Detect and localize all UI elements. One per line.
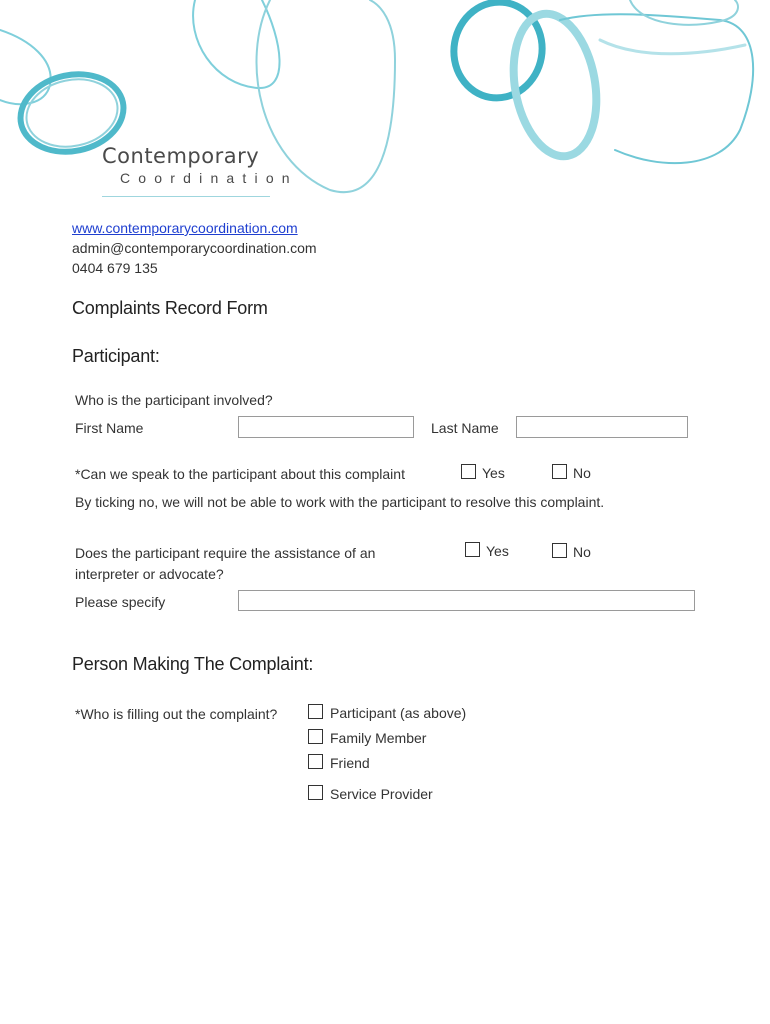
first-name-field[interactable] (238, 416, 414, 438)
speak-no-checkbox[interactable] (552, 464, 567, 479)
speak-yes-label: Yes (482, 465, 505, 481)
phone-text: 0404 679 135 (72, 260, 158, 276)
who-filling-label: *Who is filling out the complaint? (75, 706, 278, 722)
contact-block (72, 218, 317, 278)
first-name-label: First Name (75, 420, 144, 436)
option-provider-label: Service Provider (330, 786, 433, 802)
option-family-checkbox[interactable] (308, 729, 323, 744)
speak-no-label: No (573, 465, 591, 481)
interpreter-no-checkbox[interactable] (552, 543, 567, 558)
specify-field[interactable] (238, 590, 695, 611)
speak-yes-checkbox[interactable] (461, 464, 476, 479)
email-text: admin@contemporarycoordination.com (72, 240, 317, 256)
option-provider-checkbox[interactable] (308, 785, 323, 800)
interpreter-yes-label: Yes (486, 543, 509, 559)
specify-label: Please specify (75, 594, 166, 610)
person-heading: Person Making The Complaint: (72, 654, 314, 674)
who-involved-label: Who is the participant involved? (75, 392, 273, 408)
option-friend-label: Friend (330, 755, 370, 771)
option-friend-checkbox[interactable] (308, 754, 323, 769)
brand-name: Contemporary (102, 144, 260, 168)
interpreter-question-line1: Does the participant require the assistance of an (75, 545, 376, 561)
interpreter-question-line2: interpreter or advocate? (75, 566, 224, 582)
participant-heading: Participant: (72, 346, 160, 366)
option-family-label: Family Member (330, 730, 427, 746)
last-name-label: Last Name (431, 420, 499, 436)
website-link[interactable]: www.contemporarycoordination.com (72, 220, 298, 236)
speak-question: *Can we speak to the participant about this complaint (75, 466, 405, 482)
option-participant-label: Participant (as above) (330, 705, 467, 721)
speak-note: By ticking no, we will not be able to work with the participant to resolve this complaint. (75, 494, 605, 510)
last-name-field[interactable] (516, 416, 688, 438)
brand-subtitle: Coordination (120, 170, 298, 186)
interpreter-yes-checkbox[interactable] (465, 542, 480, 557)
interpreter-no-label: No (573, 544, 591, 560)
brand-logo (102, 144, 298, 202)
brand-underline (102, 196, 270, 197)
form-title: Complaints Record Form (72, 298, 268, 318)
option-participant-checkbox[interactable] (308, 704, 323, 719)
